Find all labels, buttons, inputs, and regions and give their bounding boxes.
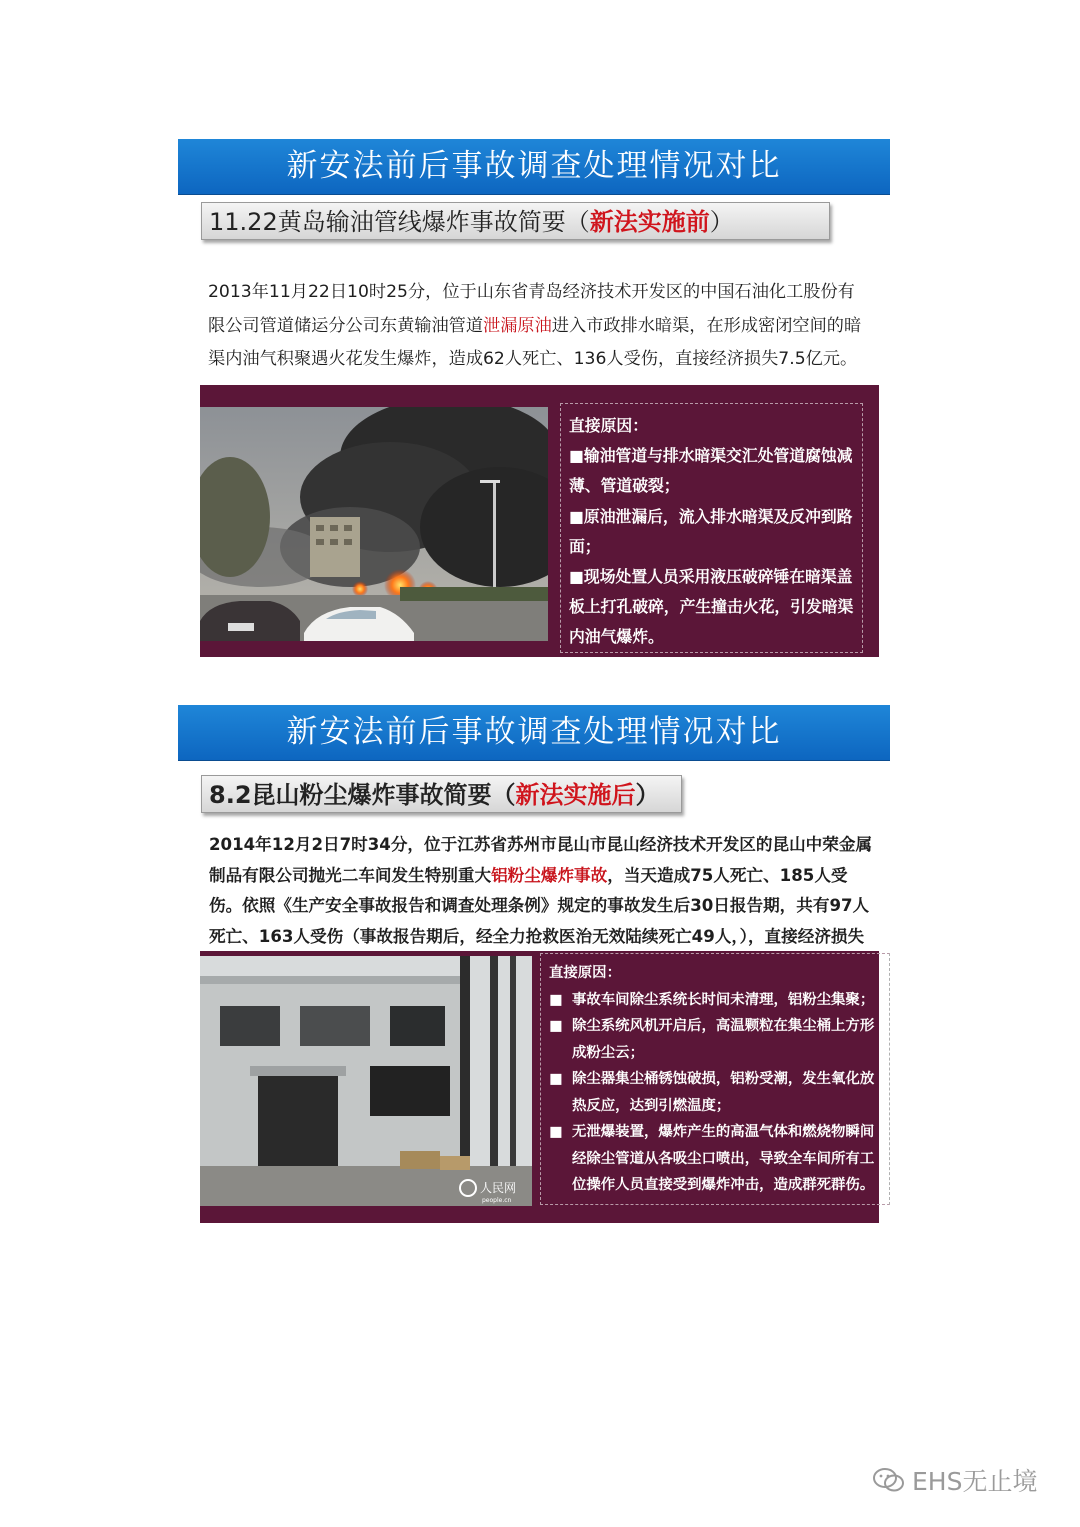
section1-banner: 新安法前后事故调查处理情况对比 [178, 139, 890, 194]
section1-summary-a: 2013年11月22日10时25分，位于山东省青岛经济技术开发区的中国石油化工股份有限公司管道储运分公司东黄输油管道 [208, 282, 855, 336]
section2-panel [200, 951, 879, 1223]
section2-subtitle-end: ） [635, 781, 660, 809]
watermark-text: EHS无止境 [912, 1467, 1038, 1496]
section1-subtitle-end: ） [709, 208, 734, 236]
section2-summary-a: 2014年12月2日7时34分，位于江苏省苏州市昆山市昆山经济技术开发区的昆山中荣金属制品有限公司抛光二车间发生特别重大 [209, 835, 873, 885]
section1-summary-red: 泄漏原油 [483, 315, 552, 336]
section1-cause-3: ■现场处置人员采用液压破碎锤在暗渠盖板上打孔破碎，产生撞击火花，引发暗渠内油气爆炸。 [569, 567, 854, 647]
section2-subtitle [201, 775, 682, 813]
section1-summary-b: 进入市政排水暗渠，在形成密闭空间的暗渠内油气积聚遇火花发生爆炸，造成62人死亡、136人受伤，直接经济损失7.5亿元。 [208, 315, 862, 369]
section2-cause-item: ■ 除尘器集尘桶锈蚀破损，铝粉受潮，发生氧化放热反应，达到引燃温度； [549, 1066, 879, 1119]
section2-cause-title: 直接原因： [549, 965, 621, 981]
section1-cause-box [560, 403, 863, 653]
section2-cause-3: 除尘器集尘桶锈蚀破损，铝粉受潮，发生氧化放热反应，达到引燃温度； [572, 1071, 875, 1114]
section1-panel [200, 385, 879, 657]
section1-cause-2: ■原油泄漏后，流入排水暗渠及反冲到路面； [569, 506, 853, 556]
section1-subtitle-red: 新法实施前 [589, 208, 710, 236]
section2-cause-2: 除尘系统风机开启后，高温颗粒在集尘桶上方形成粉尘云； [572, 1018, 875, 1061]
section1-cause-1: ■输油管道与排水暗渠交汇处管道腐蚀减薄、管道破裂； [569, 446, 853, 496]
section2-cause-4: 无泄爆装置，爆炸产生的高温气体和燃烧物瞬间经除尘管道从各吸尘口喷出，导致全车间所有工位操作人员直接受到爆炸冲击，造成群死群伤。 [572, 1124, 875, 1193]
section2-cause-item: ■ 事故车间除尘系统长时间未清理，铝粉尘集聚； [549, 987, 879, 1014]
section2-subtitle-main: 8.2昆山粉尘爆炸事故简要（ [209, 781, 516, 809]
section2-summary-b: ，当天造成75人死亡、185人受伤。依照《生产安全事故报告和调查处理条例》规定的事故发生后30日报告期，共有97人死亡、163人受伤（事故报告期后，经全力抢救医治无效陆续死亡49人，），直接经济损失 [209, 865, 870, 946]
section1-summary [208, 276, 872, 377]
section1-subtitle [201, 202, 830, 240]
wechat-icon [872, 1466, 906, 1494]
damaged-factory-icon [200, 956, 532, 1206]
section2-cause-box [540, 953, 890, 1205]
section2-cause-item: ■ 无泄爆装置，爆炸产生的高温气体和燃烧物瞬间经除尘管道从各吸尘口喷出，导致全车间所有工位操作人员直接受到爆炸冲击，造成群死群伤。 [549, 1119, 879, 1199]
section1-cause-title: 直接原因： [569, 416, 648, 435]
section2-summary-red: 铝粉尘爆炸事故 [491, 865, 608, 885]
section2-subtitle-red: 新法实施后 [515, 781, 636, 809]
section1-fire-photo [200, 407, 548, 641]
section2-cause-1: 事故车间除尘系统长时间未清理，铝粉尘集聚； [572, 991, 875, 1008]
section2-factory-photo [200, 956, 532, 1206]
photo-watermark: 人民网 [480, 1181, 517, 1195]
section1-subtitle-main: 11.22黄岛输油管线爆炸事故简要（ [209, 208, 590, 236]
section2-cause-item: ■ 除尘系统风机开启后，高温颗粒在集尘桶上方形成粉尘云； [549, 1013, 879, 1066]
fire-scene-icon [200, 407, 548, 641]
photo-watermark-url: people.cn [482, 1197, 512, 1204]
wechat-watermark [872, 1462, 1037, 1498]
section2-banner: 新安法前后事故调查处理情况对比 [178, 705, 890, 760]
